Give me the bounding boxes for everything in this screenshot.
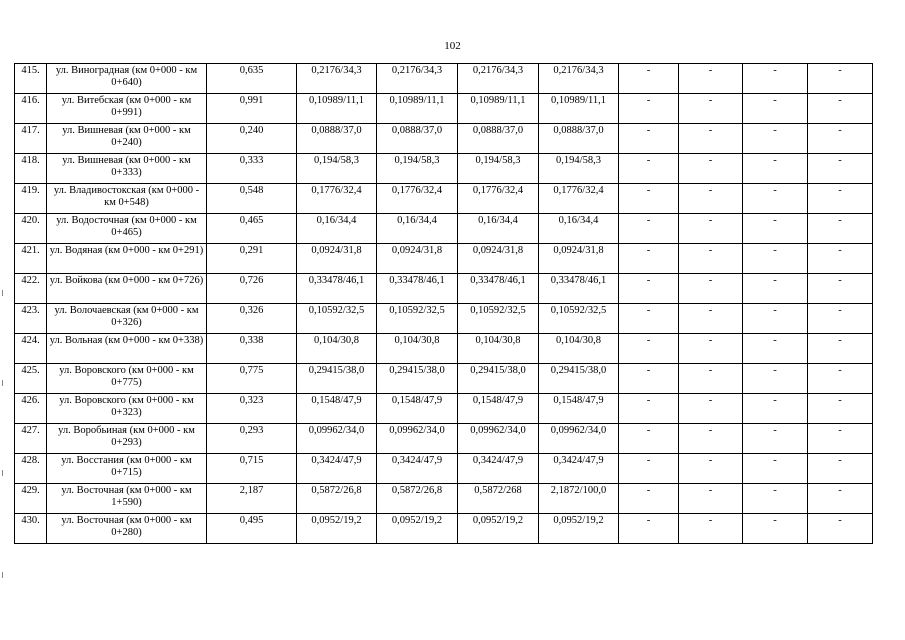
dash-cell-3: - — [743, 364, 808, 394]
dash-cell-4: - — [808, 304, 873, 334]
street-name: ул. Восточная (км 0+000 - км 0+280) — [47, 514, 207, 544]
length-value: 0,635 — [207, 64, 297, 94]
value-cell-1: 0,10592/32,5 — [297, 304, 377, 334]
dash-cell-4: - — [808, 424, 873, 454]
table-row — [15, 304, 873, 334]
dash-cell-3: - — [743, 424, 808, 454]
value-cell-2: 0,5872/26,8 — [377, 484, 458, 514]
dash-cell-4: - — [808, 64, 873, 94]
row-number: 417. — [15, 124, 47, 154]
dash-cell-2: - — [679, 484, 743, 514]
table-row — [15, 184, 873, 214]
value-cell-1: 0,1776/32,4 — [297, 184, 377, 214]
value-cell-1: 0,0952/19,2 — [297, 514, 377, 544]
street-name: ул. Войкова (км 0+000 - км 0+726) — [47, 274, 207, 304]
dash-cell-3: - — [743, 274, 808, 304]
value-cell-3: 0,10592/32,5 — [458, 304, 539, 334]
dash-cell-2: - — [679, 334, 743, 364]
dash-cell-1: - — [619, 274, 679, 304]
length-value: 0,715 — [207, 454, 297, 484]
table-row — [15, 514, 873, 544]
length-value: 0,991 — [207, 94, 297, 124]
value-cell-4: 0,0924/31,8 — [539, 244, 619, 274]
dash-cell-3: - — [743, 214, 808, 244]
dash-cell-2: - — [679, 124, 743, 154]
dash-cell-1: - — [619, 334, 679, 364]
value-cell-3: 0,16/34,4 — [458, 214, 539, 244]
value-cell-4: 0,1548/47,9 — [539, 394, 619, 424]
dash-cell-3: - — [743, 394, 808, 424]
street-name: ул. Вольная (км 0+000 - км 0+338) — [47, 334, 207, 364]
dash-cell-1: - — [619, 64, 679, 94]
row-number: 419. — [15, 184, 47, 214]
value-cell-3: 0,1548/47,9 — [458, 394, 539, 424]
dash-cell-4: - — [808, 214, 873, 244]
length-value: 0,338 — [207, 334, 297, 364]
value-cell-4: 0,16/34,4 — [539, 214, 619, 244]
row-number: 427. — [15, 424, 47, 454]
value-cell-2: 0,2176/34,3 — [377, 64, 458, 94]
street-name: ул. Вишневая (км 0+000 - км 0+240) — [47, 124, 207, 154]
dash-cell-4: - — [808, 364, 873, 394]
page-number: 102 — [444, 40, 461, 52]
margin-mark — [2, 290, 3, 296]
dash-cell-3: - — [743, 454, 808, 484]
length-value: 0,775 — [207, 364, 297, 394]
dash-cell-4: - — [808, 154, 873, 184]
table-row — [15, 484, 873, 514]
street-name: ул. Водяная (км 0+000 - км 0+291) — [47, 244, 207, 274]
dash-cell-1: - — [619, 394, 679, 424]
table-row — [15, 274, 873, 304]
value-cell-2: 0,104/30,8 — [377, 334, 458, 364]
value-cell-4: 0,10989/11,1 — [539, 94, 619, 124]
dash-cell-2: - — [679, 394, 743, 424]
dash-cell-4: - — [808, 94, 873, 124]
row-number: 428. — [15, 454, 47, 484]
value-cell-3: 0,0924/31,8 — [458, 244, 539, 274]
table-body — [15, 64, 873, 544]
row-number: 415. — [15, 64, 47, 94]
value-cell-4: 2,1872/100,0 — [539, 484, 619, 514]
value-cell-4: 0,194/58,3 — [539, 154, 619, 184]
length-value: 0,326 — [207, 304, 297, 334]
value-cell-1: 0,0924/31,8 — [297, 244, 377, 274]
table-row — [15, 424, 873, 454]
table-row — [15, 244, 873, 274]
value-cell-3: 0,3424/47,9 — [458, 454, 539, 484]
margin-mark — [2, 380, 3, 386]
street-name: ул. Волочаевская (км 0+000 - км 0+326) — [47, 304, 207, 334]
value-cell-4: 0,0952/19,2 — [539, 514, 619, 544]
value-cell-3: 0,104/30,8 — [458, 334, 539, 364]
dash-cell-1: - — [619, 94, 679, 124]
value-cell-2: 0,1548/47,9 — [377, 394, 458, 424]
dash-cell-2: - — [679, 154, 743, 184]
table-row — [15, 334, 873, 364]
value-cell-3: 0,10989/11,1 — [458, 94, 539, 124]
row-number: 423. — [15, 304, 47, 334]
value-cell-3: 0,0888/37,0 — [458, 124, 539, 154]
table-row — [15, 64, 873, 94]
dash-cell-4: - — [808, 184, 873, 214]
value-cell-2: 0,0924/31,8 — [377, 244, 458, 274]
dash-cell-2: - — [679, 94, 743, 124]
value-cell-4: 0,10592/32,5 — [539, 304, 619, 334]
length-value: 0,333 — [207, 154, 297, 184]
street-name: ул. Воробьиная (км 0+000 - км 0+293) — [47, 424, 207, 454]
street-name: ул. Водосточная (км 0+000 - км 0+465) — [47, 214, 207, 244]
value-cell-4: 0,1776/32,4 — [539, 184, 619, 214]
dash-cell-4: - — [808, 484, 873, 514]
value-cell-4: 0,104/30,8 — [539, 334, 619, 364]
value-cell-1: 0,10989/11,1 — [297, 94, 377, 124]
value-cell-1: 0,29415/38,0 — [297, 364, 377, 394]
value-cell-3: 0,2176/34,3 — [458, 64, 539, 94]
dash-cell-1: - — [619, 154, 679, 184]
value-cell-3: 0,33478/46,1 — [458, 274, 539, 304]
value-cell-2: 0,16/34,4 — [377, 214, 458, 244]
length-value: 0,323 — [207, 394, 297, 424]
value-cell-3: 0,1776/32,4 — [458, 184, 539, 214]
length-value: 0,465 — [207, 214, 297, 244]
row-number: 424. — [15, 334, 47, 364]
row-number: 420. — [15, 214, 47, 244]
row-number: 421. — [15, 244, 47, 274]
dash-cell-4: - — [808, 514, 873, 544]
dash-cell-4: - — [808, 124, 873, 154]
dash-cell-1: - — [619, 124, 679, 154]
dash-cell-3: - — [743, 244, 808, 274]
value-cell-1: 0,5872/26,8 — [297, 484, 377, 514]
row-number: 416. — [15, 94, 47, 124]
dash-cell-2: - — [679, 214, 743, 244]
table-row — [15, 364, 873, 394]
value-cell-3: 0,0952/19,2 — [458, 514, 539, 544]
margin-mark — [2, 470, 3, 476]
row-number: 418. — [15, 154, 47, 184]
length-value: 0,293 — [207, 424, 297, 454]
street-name: ул. Вишневая (км 0+000 - км 0+333) — [47, 154, 207, 184]
value-cell-1: 0,09962/34,0 — [297, 424, 377, 454]
dash-cell-3: - — [743, 94, 808, 124]
street-name: ул. Воровского (км 0+000 - км 0+323) — [47, 394, 207, 424]
margin-mark — [2, 572, 3, 578]
row-number: 426. — [15, 394, 47, 424]
row-number: 430. — [15, 514, 47, 544]
dash-cell-4: - — [808, 334, 873, 364]
dash-cell-3: - — [743, 154, 808, 184]
dash-cell-1: - — [619, 304, 679, 334]
length-value: 0,495 — [207, 514, 297, 544]
length-value: 0,548 — [207, 184, 297, 214]
dash-cell-1: - — [619, 184, 679, 214]
dash-cell-3: - — [743, 304, 808, 334]
value-cell-2: 0,29415/38,0 — [377, 364, 458, 394]
roads-table — [14, 63, 873, 544]
value-cell-1: 0,16/34,4 — [297, 214, 377, 244]
value-cell-4: 0,3424/47,9 — [539, 454, 619, 484]
value-cell-3: 0,194/58,3 — [458, 154, 539, 184]
dash-cell-3: - — [743, 184, 808, 214]
value-cell-2: 0,0888/37,0 — [377, 124, 458, 154]
table-row — [15, 124, 873, 154]
value-cell-1: 0,1548/47,9 — [297, 394, 377, 424]
value-cell-3: 0,09962/34,0 — [458, 424, 539, 454]
dash-cell-2: - — [679, 64, 743, 94]
table-row — [15, 394, 873, 424]
value-cell-1: 0,0888/37,0 — [297, 124, 377, 154]
length-value: 0,240 — [207, 124, 297, 154]
street-name: ул. Витебская (км 0+000 - км 0+991) — [47, 94, 207, 124]
value-cell-2: 0,09962/34,0 — [377, 424, 458, 454]
dash-cell-1: - — [619, 484, 679, 514]
value-cell-2: 0,194/58,3 — [377, 154, 458, 184]
dash-cell-3: - — [743, 514, 808, 544]
dash-cell-1: - — [619, 514, 679, 544]
value-cell-2: 0,0952/19,2 — [377, 514, 458, 544]
value-cell-2: 0,10592/32,5 — [377, 304, 458, 334]
table-row — [15, 454, 873, 484]
table-row — [15, 214, 873, 244]
value-cell-4: 0,33478/46,1 — [539, 274, 619, 304]
length-value: 0,291 — [207, 244, 297, 274]
dash-cell-2: - — [679, 274, 743, 304]
dash-cell-1: - — [619, 244, 679, 274]
dash-cell-2: - — [679, 364, 743, 394]
length-value: 0,726 — [207, 274, 297, 304]
dash-cell-3: - — [743, 124, 808, 154]
value-cell-1: 0,33478/46,1 — [297, 274, 377, 304]
dash-cell-2: - — [679, 184, 743, 214]
value-cell-4: 0,09962/34,0 — [539, 424, 619, 454]
row-number: 422. — [15, 274, 47, 304]
row-number: 429. — [15, 484, 47, 514]
street-name: ул. Владивостокская (км 0+000 - км 0+548) — [47, 184, 207, 214]
dash-cell-4: - — [808, 244, 873, 274]
value-cell-4: 0,0888/37,0 — [539, 124, 619, 154]
dash-cell-2: - — [679, 244, 743, 274]
dash-cell-3: - — [743, 484, 808, 514]
length-value: 2,187 — [207, 484, 297, 514]
value-cell-1: 0,194/58,3 — [297, 154, 377, 184]
dash-cell-2: - — [679, 304, 743, 334]
dash-cell-1: - — [619, 424, 679, 454]
dash-cell-4: - — [808, 454, 873, 484]
dash-cell-3: - — [743, 64, 808, 94]
table-row — [15, 154, 873, 184]
value-cell-4: 0,2176/34,3 — [539, 64, 619, 94]
value-cell-3: 0,29415/38,0 — [458, 364, 539, 394]
value-cell-4: 0,29415/38,0 — [539, 364, 619, 394]
value-cell-1: 0,2176/34,3 — [297, 64, 377, 94]
dash-cell-4: - — [808, 394, 873, 424]
street-name: ул. Восточная (км 0+000 - км 1+590) — [47, 484, 207, 514]
row-number: 425. — [15, 364, 47, 394]
table-row — [15, 94, 873, 124]
value-cell-2: 0,1776/32,4 — [377, 184, 458, 214]
street-name: ул. Восстания (км 0+000 - км 0+715) — [47, 454, 207, 484]
dash-cell-1: - — [619, 364, 679, 394]
street-name: ул. Виноградная (км 0+000 - км 0+640) — [47, 64, 207, 94]
value-cell-3: 0,5872/268 — [458, 484, 539, 514]
value-cell-1: 0,3424/47,9 — [297, 454, 377, 484]
dash-cell-2: - — [679, 454, 743, 484]
dash-cell-1: - — [619, 454, 679, 484]
value-cell-2: 0,33478/46,1 — [377, 274, 458, 304]
dash-cell-3: - — [743, 334, 808, 364]
value-cell-2: 0,3424/47,9 — [377, 454, 458, 484]
dash-cell-1: - — [619, 214, 679, 244]
value-cell-2: 0,10989/11,1 — [377, 94, 458, 124]
dash-cell-2: - — [679, 424, 743, 454]
street-name: ул. Воровского (км 0+000 - км 0+775) — [47, 364, 207, 394]
value-cell-1: 0,104/30,8 — [297, 334, 377, 364]
dash-cell-2: - — [679, 514, 743, 544]
dash-cell-4: - — [808, 274, 873, 304]
